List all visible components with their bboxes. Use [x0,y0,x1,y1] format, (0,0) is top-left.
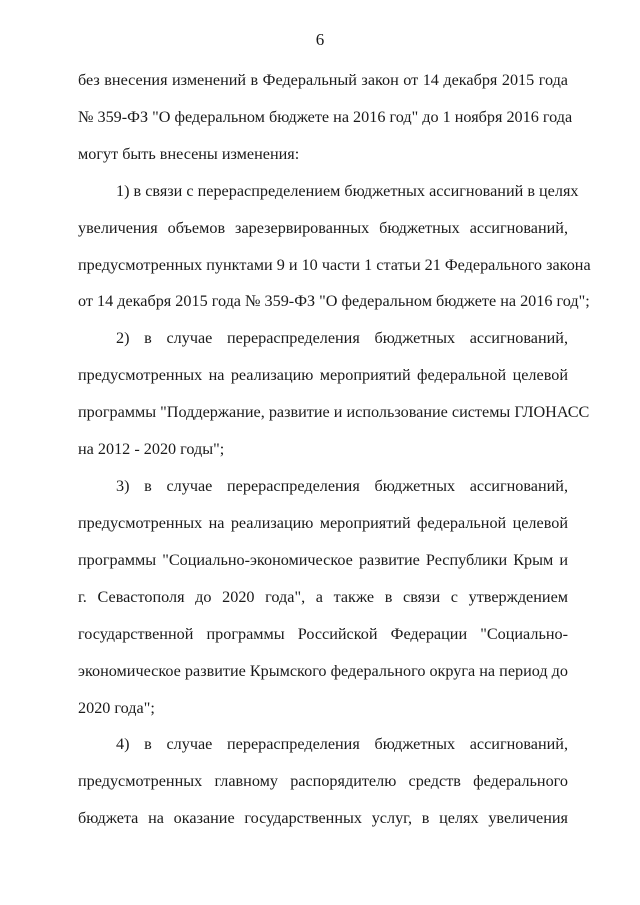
text-line: программы "Поддержание, развитие и использование системы ГЛОНАСС [78,403,590,421]
text-line: предусмотренных главному распорядителю средств федерального [78,772,568,790]
text-line: № 359-ФЗ "О федеральном бюджете на 2016 год" до 1 ноября 2016 года [78,108,573,126]
page-number: 6 [315,30,325,49]
text-line: бюджета на оказание государственных услуг, в целях увеличения [78,809,568,827]
text-line: экономическое развитие Крымского федерального округа на период до [78,662,569,680]
list-item-2-line: 2) в случае перераспределения бюджетных ассигнований, [116,329,568,347]
list-item-4-line: 4) в случае перераспределения бюджетных ассигнований, [116,735,568,753]
text-line: предусмотренных на реализацию мероприятий федеральной целевой [78,514,568,532]
text-line: предусмотренных на реализацию мероприятий федеральной целевой [78,366,568,384]
text-line: без внесения изменений в Федеральный закон от 14 декабря 2015 года [78,71,568,89]
text-line: от 14 декабря 2015 года № 359-ФЗ "О федеральном бюджете на 2016 год"; [78,292,590,310]
list-item-3-line: 3) в случае перераспределения бюджетных ассигнований, [116,477,568,495]
text-line: на 2012 - 2020 годы"; [78,440,225,458]
text-line: увеличения объемов зарезервированных бюджетных ассигнований, [78,219,568,237]
text-line: могут быть внесены изменения: [78,145,300,163]
text-line: предусмотренных пунктами 9 и 10 части 1 статьи 21 Федерального закона [78,256,591,274]
text-line: государственной программы Российской Федерации "Социально- [78,625,568,643]
text-line: г. Севастополя до 2020 года", а также в связи с утверждением [78,588,568,606]
text-line: программы "Социально-экономическое развитие Республики Крым и [78,551,568,569]
list-item-1-line: 1) в связи с перераспределением бюджетных ассигнований в целях [116,182,579,200]
text-line: 2020 года"; [78,699,155,717]
